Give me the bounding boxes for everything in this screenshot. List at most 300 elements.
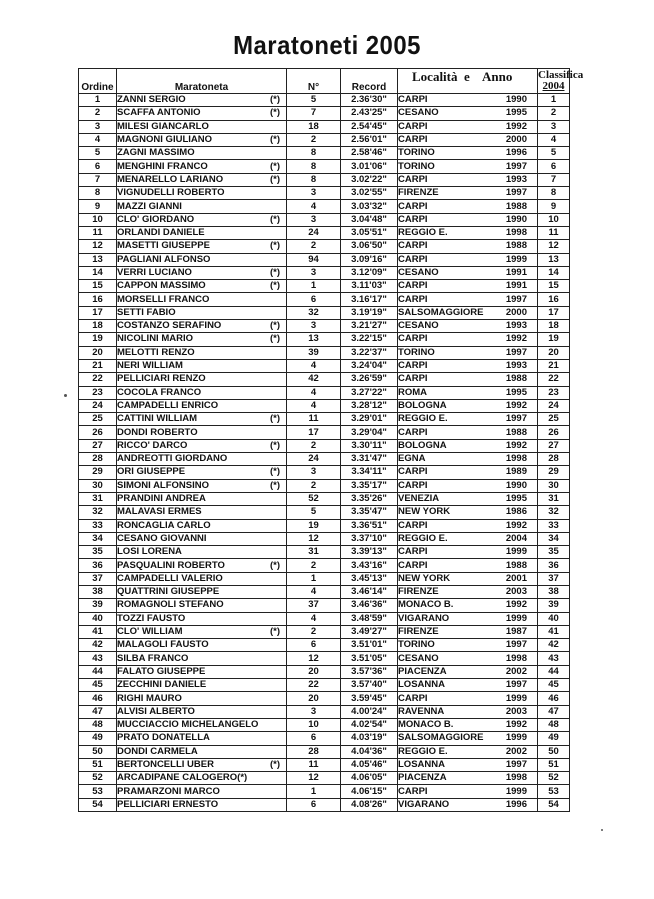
- cell-citta: CARPI: [398, 373, 428, 385]
- cell-citta: TORINO: [398, 160, 435, 172]
- cell-numero: 4: [287, 359, 341, 372]
- cell-mark: (*): [269, 626, 280, 638]
- cell-anno: 1992: [505, 599, 527, 611]
- cell-anno: 1988: [505, 240, 527, 252]
- table-row: [79, 333, 570, 346]
- cell-nome: MASETTI GIUSEPPE: [117, 240, 210, 252]
- table-row: [79, 745, 570, 758]
- cell-citta: REGGIO E.: [398, 532, 448, 544]
- cell-localita: [398, 466, 538, 479]
- cell-nome: CAMPADELLI ENRICO: [117, 399, 219, 411]
- cell-nome: COSTANZO SERAFINO: [117, 320, 222, 332]
- cell-numero: 1: [287, 280, 341, 293]
- cell-localita: [398, 758, 538, 771]
- cell-numero: 12: [287, 652, 341, 665]
- cell-localita: [398, 745, 538, 758]
- cell-record: 2.36'30": [341, 94, 398, 107]
- cell-nome: MALAVASI ERMES: [117, 506, 202, 518]
- cell-classifica: 32: [538, 506, 570, 519]
- cell-anno: 2002: [505, 665, 527, 677]
- cell-record: 2.43'25": [341, 107, 398, 120]
- cell-maratoneta: [117, 785, 287, 798]
- cell-citta: CARPI: [398, 692, 428, 704]
- cell-maratoneta: [117, 399, 287, 412]
- cell-anno: 1997: [505, 346, 527, 358]
- cell-anno: 1999: [505, 732, 527, 744]
- cell-ordine: 40: [79, 612, 117, 625]
- cell-numero: 24: [287, 226, 341, 239]
- cell-citta: CARPI: [398, 173, 428, 185]
- cell-nome: TOZZI FAUSTO: [117, 612, 186, 624]
- cell-anno: 1991: [505, 267, 527, 278]
- cell-citta: CESANO: [398, 107, 439, 119]
- cell-numero: 6: [287, 293, 341, 306]
- header-numero: N°: [287, 69, 341, 94]
- cell-numero: 3: [287, 705, 341, 718]
- cell-anno: 1992: [505, 333, 527, 345]
- table-row: [79, 492, 570, 505]
- cell-mark: (*): [269, 240, 280, 252]
- cell-nome: ANDREOTTI GIORDANO: [117, 453, 228, 465]
- cell-maratoneta: [117, 492, 287, 505]
- cell-localita: [398, 399, 538, 412]
- cell-record: 2.54'45": [341, 120, 398, 133]
- cell-anno: 1995: [505, 493, 527, 505]
- cell-anno: 1998: [505, 772, 527, 784]
- cell-numero: 5: [287, 94, 341, 107]
- cell-localita: [398, 492, 538, 505]
- cell-anno: 1987: [505, 626, 527, 638]
- cell-numero: 3: [287, 466, 341, 479]
- cell-numero: 2: [287, 559, 341, 572]
- cell-nome: MILESI GIANCARLO: [117, 120, 209, 132]
- cell-numero: 3: [287, 213, 341, 226]
- cell-ordine: 9: [79, 200, 117, 213]
- cell-ordine: 4: [79, 133, 117, 146]
- table-row: [79, 173, 570, 186]
- header-ordine: Ordine: [79, 69, 117, 94]
- cell-anno: 1993: [505, 360, 527, 372]
- cell-maratoneta: [117, 519, 287, 532]
- cell-classifica: 6: [538, 160, 570, 173]
- cell-localita: [398, 625, 538, 638]
- cell-maratoneta: [117, 599, 287, 612]
- cell-numero: 4: [287, 200, 341, 213]
- cell-numero: 37: [287, 599, 341, 612]
- cell-record: 3.51'05": [341, 652, 398, 665]
- cell-maratoneta: [117, 293, 287, 306]
- cell-ordine: 49: [79, 732, 117, 745]
- cell-record: 3.30'11": [341, 439, 398, 452]
- cell-record: 4.05'46": [341, 758, 398, 771]
- cell-localita: [398, 240, 538, 253]
- cell-anno: 1988: [505, 200, 527, 212]
- cell-numero: 13: [287, 333, 341, 346]
- table-row: [79, 120, 570, 133]
- cell-anno: 2000: [505, 134, 527, 146]
- table-row: [79, 679, 570, 692]
- table-row: [79, 599, 570, 612]
- cell-citta: NEW YORK: [398, 572, 451, 584]
- cell-classifica: 35: [538, 546, 570, 559]
- cell-ordine: 12: [79, 240, 117, 253]
- cell-nome: PRATO DONATELLA: [117, 732, 210, 744]
- cell-classifica: 1: [538, 94, 570, 107]
- cell-localita: [398, 532, 538, 545]
- cell-citta: CARPI: [398, 240, 428, 252]
- cell-record: 3.35'17": [341, 479, 398, 492]
- cell-numero: 2: [287, 479, 341, 492]
- cell-localita: [398, 306, 538, 319]
- cell-localita: [398, 772, 538, 785]
- cell-mark: (*): [269, 413, 280, 425]
- table-row: [79, 625, 570, 638]
- cell-anno: 1998: [505, 453, 527, 465]
- cell-citta: CARPI: [398, 785, 428, 797]
- cell-ordine: 33: [79, 519, 117, 532]
- cell-classifica: 4: [538, 133, 570, 146]
- cell-localita: [398, 546, 538, 559]
- cell-anno: 1999: [505, 612, 527, 624]
- cell-record: 3.22'37": [341, 346, 398, 359]
- cell-anno: 1990: [505, 213, 527, 225]
- table-row: [79, 705, 570, 718]
- cell-citta: CARPI: [398, 293, 428, 305]
- cell-record: 4.00'24": [341, 705, 398, 718]
- cell-localita: [398, 519, 538, 532]
- cell-record: 3.21'27": [341, 320, 398, 333]
- cell-classifica: 39: [538, 599, 570, 612]
- cell-nome: RIGHI MAURO: [117, 692, 182, 704]
- cell-record: 3.34'11": [341, 466, 398, 479]
- cell-maratoneta: [117, 479, 287, 492]
- table-row: [79, 732, 570, 745]
- cell-nome: ALVISI ALBERTO: [117, 705, 195, 717]
- table-row: [79, 466, 570, 479]
- cell-ordine: 26: [79, 426, 117, 439]
- header-classifica: [538, 69, 584, 94]
- cell-numero: 20: [287, 665, 341, 678]
- cell-ordine: 52: [79, 772, 117, 785]
- cell-numero: 1: [287, 785, 341, 798]
- cell-nome: ZECCHINI DANIELE: [117, 679, 207, 691]
- cell-citta: CARPI: [398, 253, 428, 265]
- cell-ordine: 50: [79, 745, 117, 758]
- table-row: [79, 532, 570, 545]
- cell-nome: QUATTRINI GIUSEPPE: [117, 586, 220, 598]
- cell-nome: SCAFFA ANTONIO: [117, 107, 201, 119]
- cell-localita: [398, 160, 538, 173]
- cell-classifica: 43: [538, 652, 570, 665]
- cell-record: 3.43'16": [341, 559, 398, 572]
- cell-maratoneta: [117, 572, 287, 585]
- table-row: [79, 453, 570, 466]
- cell-mark: (*): [269, 333, 280, 345]
- cell-maratoneta: [117, 466, 287, 479]
- cell-ordine: 18: [79, 320, 117, 333]
- cell-numero: 4: [287, 386, 341, 399]
- cell-citta: BOLOGNA: [398, 439, 447, 451]
- cell-mark: (*): [269, 559, 280, 571]
- cell-nome: LOSI LORENA: [117, 546, 182, 558]
- cell-record: 3.24'04": [341, 359, 398, 372]
- table-row: [79, 160, 570, 173]
- cell-citta: CARPI: [398, 120, 428, 132]
- header-maratoneta: Maratoneta: [117, 69, 287, 94]
- table-row: [79, 585, 570, 598]
- cell-localita: [398, 226, 538, 239]
- cell-citta: RAVENNA: [398, 705, 445, 717]
- cell-numero: 2: [287, 439, 341, 452]
- cell-record: 3.48'59": [341, 612, 398, 625]
- table-row: [79, 213, 570, 226]
- cell-record: 3.35'47": [341, 506, 398, 519]
- cell-ordine: 5: [79, 147, 117, 160]
- cell-citta: CARPI: [398, 426, 428, 438]
- cell-classifica: 12: [538, 240, 570, 253]
- cell-nome: BERTONCELLI UBER: [117, 758, 214, 770]
- cell-ordine: 51: [79, 758, 117, 771]
- table-row: [79, 559, 570, 572]
- table-row: [79, 107, 570, 120]
- cell-nome: VERRI LUCIANO: [117, 267, 192, 278]
- cell-maratoneta: [117, 439, 287, 452]
- table-row: [79, 187, 570, 200]
- cell-citta: VENEZIA: [398, 493, 440, 505]
- cell-record: 4.02'54": [341, 718, 398, 731]
- cell-record: 3.29'01": [341, 413, 398, 426]
- table-row: [79, 359, 570, 372]
- table-body: [79, 94, 570, 812]
- cell-record: 3.46'36": [341, 599, 398, 612]
- table-row: [79, 639, 570, 652]
- cell-citta: TORINO: [398, 147, 435, 159]
- cell-ordine: 6: [79, 160, 117, 173]
- cell-localita: [398, 107, 538, 120]
- header-record: Record: [341, 69, 398, 94]
- cell-maratoneta: [117, 359, 287, 372]
- table-row: [79, 785, 570, 798]
- cell-classifica: 37: [538, 572, 570, 585]
- cell-record: 3.29'04": [341, 426, 398, 439]
- cell-anno: 1988: [505, 559, 527, 571]
- cell-ordine: 45: [79, 679, 117, 692]
- table-row: [79, 426, 570, 439]
- cell-citta: PIACENZA: [398, 772, 447, 784]
- cell-citta: FIRENZE: [398, 586, 439, 598]
- cell-ordine: 36: [79, 559, 117, 572]
- cell-ordine: 25: [79, 413, 117, 426]
- cell-anno: 1989: [505, 466, 527, 478]
- cell-ordine: 8: [79, 187, 117, 200]
- cell-classifica: 46: [538, 692, 570, 705]
- cell-localita: [398, 665, 538, 678]
- cell-numero: 2: [287, 625, 341, 638]
- table-row: [79, 386, 570, 399]
- cell-anno: 1997: [505, 679, 527, 691]
- cell-ordine: 3: [79, 120, 117, 133]
- cell-nome: FALATO GIUSEPPE: [117, 665, 206, 677]
- cell-anno: 1999: [505, 546, 527, 558]
- cell-classifica: 42: [538, 639, 570, 652]
- cell-ordine: 31: [79, 492, 117, 505]
- cell-numero: 22: [287, 679, 341, 692]
- cell-classifica: 18: [538, 320, 570, 333]
- cell-numero: 17: [287, 426, 341, 439]
- cell-localita: [398, 293, 538, 306]
- cell-maratoneta: [117, 612, 287, 625]
- cell-citta: CARPI: [398, 280, 428, 292]
- cell-classifica: 31: [538, 492, 570, 505]
- table-row: [79, 758, 570, 771]
- cell-numero: 2: [287, 240, 341, 253]
- cell-numero: 20: [287, 692, 341, 705]
- cell-classifica: 7: [538, 173, 570, 186]
- cell-maratoneta: [117, 546, 287, 559]
- cell-anno: 1992: [505, 399, 527, 411]
- cell-maratoneta: [117, 679, 287, 692]
- cell-classifica: 16: [538, 293, 570, 306]
- cell-anno: 1996: [505, 798, 527, 810]
- cell-classifica: 5: [538, 147, 570, 160]
- cell-numero: 8: [287, 173, 341, 186]
- table-row: [79, 506, 570, 519]
- cell-record: 3.09'16": [341, 253, 398, 266]
- cell-record: 3.02'55": [341, 187, 398, 200]
- cell-numero: 42: [287, 373, 341, 386]
- cell-numero: 4: [287, 399, 341, 412]
- cell-numero: 8: [287, 160, 341, 173]
- cell-anno: 1997: [505, 413, 527, 425]
- cell-localita: [398, 147, 538, 160]
- cell-localita: [398, 612, 538, 625]
- cell-nome: SETTI FABIO: [117, 306, 176, 318]
- cell-citta: PIACENZA: [398, 665, 447, 677]
- cell-localita: [398, 798, 538, 811]
- cell-localita: [398, 785, 538, 798]
- cell-classifica: 30: [538, 479, 570, 492]
- cell-record: 4.06'05": [341, 772, 398, 785]
- cell-anno: 2000: [505, 306, 527, 318]
- cell-ordine: 37: [79, 572, 117, 585]
- cell-mark: (*): [269, 160, 280, 172]
- cell-numero: 11: [287, 758, 341, 771]
- cell-classifica: 48: [538, 718, 570, 731]
- cell-citta: CARPI: [398, 213, 428, 225]
- cell-numero: 94: [287, 253, 341, 266]
- cell-record: 3.26'59": [341, 373, 398, 386]
- table-row: [79, 373, 570, 386]
- cell-maratoneta: [117, 147, 287, 160]
- cell-maratoneta: [117, 652, 287, 665]
- cell-citta: REGGIO E.: [398, 227, 448, 239]
- cell-nome: MELOTTI RENZO: [117, 346, 195, 358]
- cell-maratoneta: [117, 213, 287, 226]
- cell-record: 2.56'01": [341, 133, 398, 146]
- cell-citta: REGGIO E.: [398, 413, 448, 425]
- cell-numero: 11: [287, 413, 341, 426]
- cell-maratoneta: [117, 718, 287, 731]
- table-row: [79, 479, 570, 492]
- cell-numero: 10: [287, 718, 341, 731]
- header-classifica-year: 2004: [542, 80, 565, 92]
- cell-numero: 3: [287, 320, 341, 333]
- cell-citta: VIGARANO: [398, 798, 450, 810]
- cell-ordine: 28: [79, 453, 117, 466]
- cell-citta: VIGARANO: [398, 612, 450, 624]
- cell-nome: ZANNI SERGIO: [117, 94, 186, 106]
- cell-record: 3.05'51": [341, 226, 398, 239]
- cell-anno: 1988: [505, 426, 527, 438]
- cell-ordine: 20: [79, 346, 117, 359]
- cell-record: 3.22'15": [341, 333, 398, 346]
- cell-classifica: 52: [538, 772, 570, 785]
- cell-anno: 1990: [505, 479, 527, 491]
- table-row: [79, 692, 570, 705]
- cell-citta: TORINO: [398, 346, 435, 358]
- cell-numero: 6: [287, 732, 341, 745]
- cell-anno: 2003: [505, 705, 527, 717]
- cell-nome: PAGLIANI ALFONSO: [117, 253, 211, 265]
- cell-classifica: 47: [538, 705, 570, 718]
- cell-numero: 3: [287, 266, 341, 279]
- cell-anno: 1999: [505, 785, 527, 797]
- cell-ordine: 27: [79, 439, 117, 452]
- cell-record: 3.39'13": [341, 546, 398, 559]
- cell-maratoneta: [117, 413, 287, 426]
- cell-anno: 1992: [505, 439, 527, 451]
- marathon-table: [78, 68, 584, 812]
- cell-maratoneta: [117, 346, 287, 359]
- cell-record: 3.03'32": [341, 200, 398, 213]
- cell-nome: SILBA FRANCO: [117, 652, 189, 664]
- cell-ordine: 1: [79, 94, 117, 107]
- table-row: [79, 612, 570, 625]
- cell-record: 4.06'15": [341, 785, 398, 798]
- cell-record: 2.58'46": [341, 147, 398, 160]
- cell-record: 4.08'26": [341, 798, 398, 811]
- cell-classifica: 3: [538, 120, 570, 133]
- table-row: [79, 399, 570, 412]
- cell-localita: [398, 572, 538, 585]
- cell-nome: MENGHINI FRANCO: [117, 160, 208, 172]
- cell-classifica: 41: [538, 625, 570, 638]
- cell-record: 3.57'36": [341, 665, 398, 678]
- cell-ordine: 13: [79, 253, 117, 266]
- cell-nome: PELLICIARI RENZO: [117, 373, 206, 385]
- cell-classifica: 53: [538, 785, 570, 798]
- cell-localita: [398, 133, 538, 146]
- cell-classifica: 21: [538, 359, 570, 372]
- cell-maratoneta: [117, 692, 287, 705]
- cell-anno: 2002: [505, 745, 527, 757]
- cell-record: 3.06'50": [341, 240, 398, 253]
- cell-mark: (*): [269, 213, 280, 225]
- cell-anno: 1997: [505, 187, 527, 199]
- cell-citta: CARPI: [398, 360, 428, 372]
- cell-citta: CARPI: [398, 333, 428, 345]
- cell-citta: EGNA: [398, 453, 426, 465]
- cell-localita: [398, 120, 538, 133]
- cell-ordine: 46: [79, 692, 117, 705]
- cell-citta: CARPI: [398, 559, 428, 571]
- cell-citta: CESANO: [398, 320, 439, 332]
- cell-ordine: 10: [79, 213, 117, 226]
- cell-citta: CARPI: [398, 546, 428, 558]
- cell-nome: RICCO' DARCO: [117, 439, 188, 451]
- cell-anno: 2003: [505, 586, 527, 598]
- cell-record: 3.36'51": [341, 519, 398, 532]
